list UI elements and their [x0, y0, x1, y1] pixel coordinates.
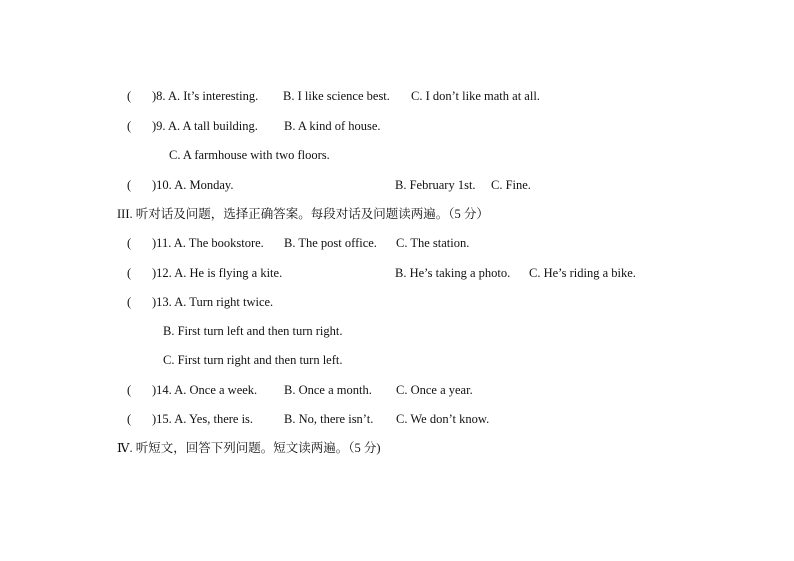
- question-option-a: )14. A. Once a week.: [152, 383, 258, 397]
- question-option-b: B. No, there isn’t.: [284, 412, 374, 426]
- answer-paren: (: [127, 266, 132, 280]
- question-option-c: C. Once a year.: [396, 383, 473, 397]
- question-option-c: C. We don’t know.: [396, 412, 490, 426]
- question-option-c: C. I don’t like math at all.: [411, 89, 540, 103]
- question-option-a: )15. A. Yes, there is.: [152, 412, 254, 426]
- question-option-a: )12. A. He is flying a kite.: [152, 266, 283, 280]
- question-option-c: C. A farmhouse with two floors.: [169, 148, 330, 162]
- question-option-b: B. A kind of house.: [284, 119, 381, 133]
- section-4-heading: Ⅳ. 听短文，回答下列问题。短文读两遍。（5 分): [117, 441, 381, 455]
- question-option-b: B. I like science best.: [283, 89, 390, 103]
- question-option-c: C. The station.: [396, 236, 470, 250]
- question-option-c: C. Fine.: [491, 178, 531, 192]
- answer-paren: (: [127, 178, 132, 192]
- answer-paren: (: [127, 89, 132, 103]
- section-3-heading: III. 听对话及问题，选择正确答案。每段对话及问题读两遍。（5 分）: [117, 207, 489, 221]
- question-option-b: B. Once a month.: [284, 383, 372, 397]
- question-option-a: )8. A. It’s interesting.: [152, 89, 259, 103]
- question-option-b: B. February 1st.: [395, 178, 476, 192]
- question-option-a: )10. A. Monday.: [152, 178, 234, 192]
- question-option-b: B. The post office.: [284, 236, 377, 250]
- question-option-b: B. First turn left and then turn right.: [163, 324, 343, 338]
- answer-paren: (: [127, 383, 132, 397]
- answer-paren: (: [127, 236, 132, 250]
- question-option-c: C. First turn right and then turn left.: [163, 353, 343, 367]
- question-option-a: )13. A. Turn right twice.: [152, 295, 274, 309]
- answer-paren: (: [127, 412, 132, 426]
- answer-paren: (: [127, 295, 132, 309]
- answer-paren: (: [127, 119, 132, 133]
- question-option-a: )9. A. A tall building.: [152, 119, 258, 133]
- question-option-b: B. He’s taking a photo.: [395, 266, 511, 280]
- question-option-c: C. He’s riding a bike.: [529, 266, 636, 280]
- question-option-a: )11. A. The bookstore.: [152, 236, 264, 250]
